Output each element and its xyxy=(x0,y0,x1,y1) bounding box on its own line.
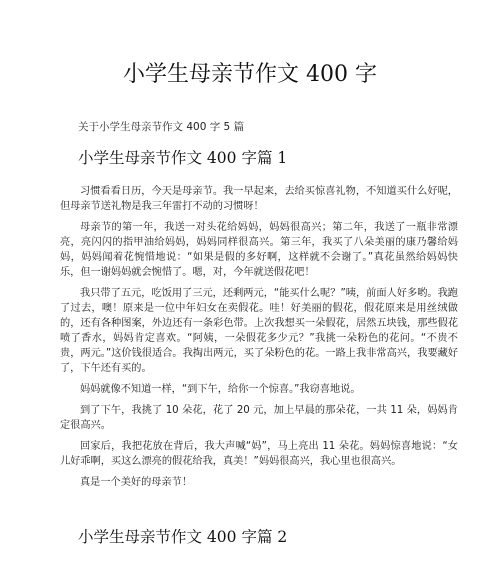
intro-line: 关于小学生母亲节作文 400 字 5 篇 xyxy=(78,121,245,133)
paragraph: 回家后，我把花放在背后，我大声喊“妈”，马上亮出 11 朵花。妈妈惊喜地说：“女儿好乖啊，买这么漂亮的假花给我，真美！”妈妈很高兴，我心里也很高兴。 xyxy=(60,441,458,467)
section-1-body xyxy=(60,184,458,496)
paragraph: 真是一个美好的母亲节！ xyxy=(80,477,193,488)
section-1-heading: 小学生母亲节作文 400 字篇 1 xyxy=(78,149,288,167)
page-title: 小学生母亲节作文 400 字 xyxy=(123,62,377,87)
paragraph: 习惯看看日历，今天是母亲节。我一早起来，去给买惊喜礼物，不知道买什么好呢，但母亲节送礼物是我三年雷打不动的习惯呀！ xyxy=(60,186,458,212)
paragraph: 到了下午，我挑了 10 朵花，花了 20 元，加上早晨的那朵花，一共 11 朵，妈妈肯定很高兴。 xyxy=(60,405,458,431)
paragraph: 母亲节的第一年，我送一对头花给妈妈，妈妈很高兴；第二年，我送了一瓶非常漂亮，亮闪闪的指甲油给妈妈，妈妈同样很高兴。第三年，我买了八朵美丽的康乃馨给妈妈，妈妈闻着花惋惜地说：“如果是假的多好啊，这样就不会谢了。”真花虽然给妈妈快乐，但一谢妈妈就会惋惜了。嗯，对，今年就送假花吧！ xyxy=(60,222,458,278)
paragraph: 妈妈就像不知道一样，“到下午，给你一个惊喜。”我窃喜地说。 xyxy=(80,384,361,395)
paragraph: 我只带了五元，吃饭用了三元，还剩两元，“能买什么呢？”咦，前面人好多哟。我跑了过去，噢！原来是一位中年妇女在卖假花。哇！好美丽的假花，假花原来是用丝绒做的，还有各种图案，外边还有一条彩色带。上次我想买一朵假花，居然五块钱，那些假花喷了香水，妈妈肯定喜欢。“阿姨，一朵假花多少元？”我挑一朵粉色的花问。“不贵不贵，两元。”这价钱很适合。我掏出两元，买了朵粉色的花。一路上我非常高兴，我要藏好了，下午还有买的。 xyxy=(60,288,458,374)
section-2-heading: 小学生母亲节作文 400 字篇 2 xyxy=(78,528,288,546)
